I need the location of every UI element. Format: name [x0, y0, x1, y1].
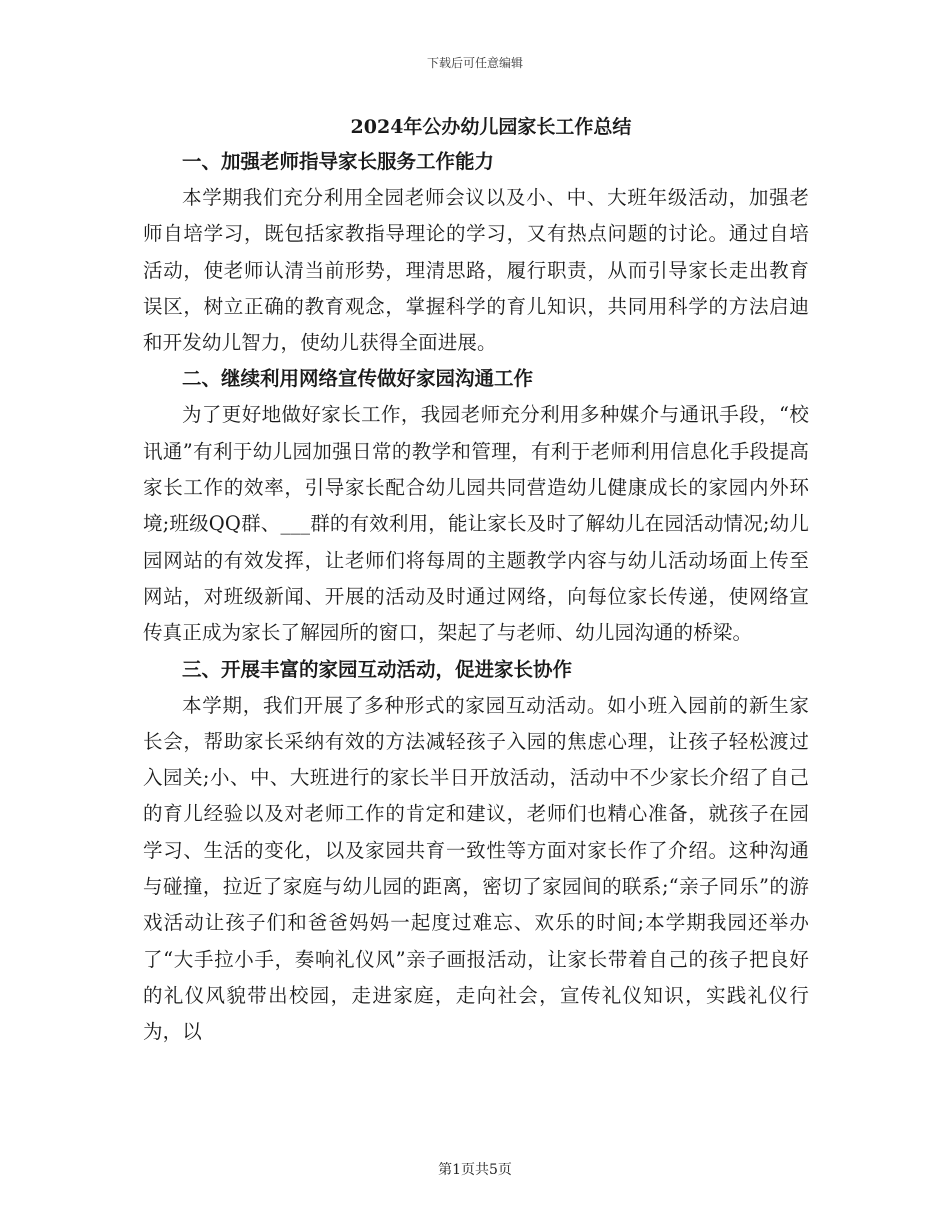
header-note: 下载后可任意编辑	[426, 56, 523, 70]
section-heading-2: 二、继续利用网络宣传做好家园沟通工作	[182, 367, 534, 391]
section-paragraph-2: 为了更好地做好家长工作，我园老师充分利用多种媒介与通讯手段，“校讯通”有利于幼儿园加强日常的教学和管理，有利于老师利用信息化手段提高家长工作的效率，引导家长配合幼儿园共同营造幼儿健康成长的家园内外环境;班级QQ群、___群的有效利用，能让家长及时了解幼儿在园活动情况;幼儿园网站的有效发挥，让老师们将每周的主题教学内容与幼儿活动场面上传至网站，对班级新闻、开展的活动及时通过网络，向每位家长传递，使网络宣传真正成为家长了解园所的窗口，架起了与老师、幼儿园沟通的桥梁。	[143, 403, 809, 645]
section-paragraph-1: 本学期我们充分利用全园老师会议以及小、中、大班年级活动，加强老师自培学习，既包括家教指导理论的学习，又有热点问题的讨论。通过自培活动，使老师认清当前形势，理清思路，履行职责，从而引导家长走出教育误区，树立正确的教育观念，掌握科学的育儿知识，共同用科学的方法启迪和开发幼儿智力，使幼儿获得全面进展。	[143, 186, 809, 355]
section-heading-1: 一、加强老师指导家长服务工作能力	[182, 150, 495, 173]
page-number-footer: 第1页共5页	[438, 1162, 512, 1178]
section-heading-3: 三、开展丰富的家园互动活动，促进家长协作	[182, 657, 573, 681]
section-paragraph-3: 本学期，我们开展了多种形式的家园互动活动。如小班入园前的新生家长会，帮助家长采纳有效的方法减轻孩子入园的焦虑心理，让孩子轻松渡过入园关;小、中、大班进行的家长半日开放活动，活动中不少家长介绍了自己的育儿经验以及对老师工作的肯定和建议，老师们也精心准备，就孩子在园学习、生活的变化，以及家园共育一致性等方面对家长作了介绍。这种沟通与碰撞，拉近了家庭与幼儿园的距离，密切了家园间的联系;“亲子同乐”的游戏活动让孩子们和爸爸妈妈一起度过难忘、欢乐的时间;本学期我园还举办了“大手拉小手，奏响礼仪风”亲子画报活动，让家长带着自己的孩子把良好的礼仪风貌带出校园，走进家庭，走向社会，宣传礼仪知识，实践礼仪行为，以	[143, 693, 809, 1044]
document-title: 2024年公办幼儿园家长工作总结	[350, 116, 632, 138]
document-body	[143, 110, 809, 1051]
